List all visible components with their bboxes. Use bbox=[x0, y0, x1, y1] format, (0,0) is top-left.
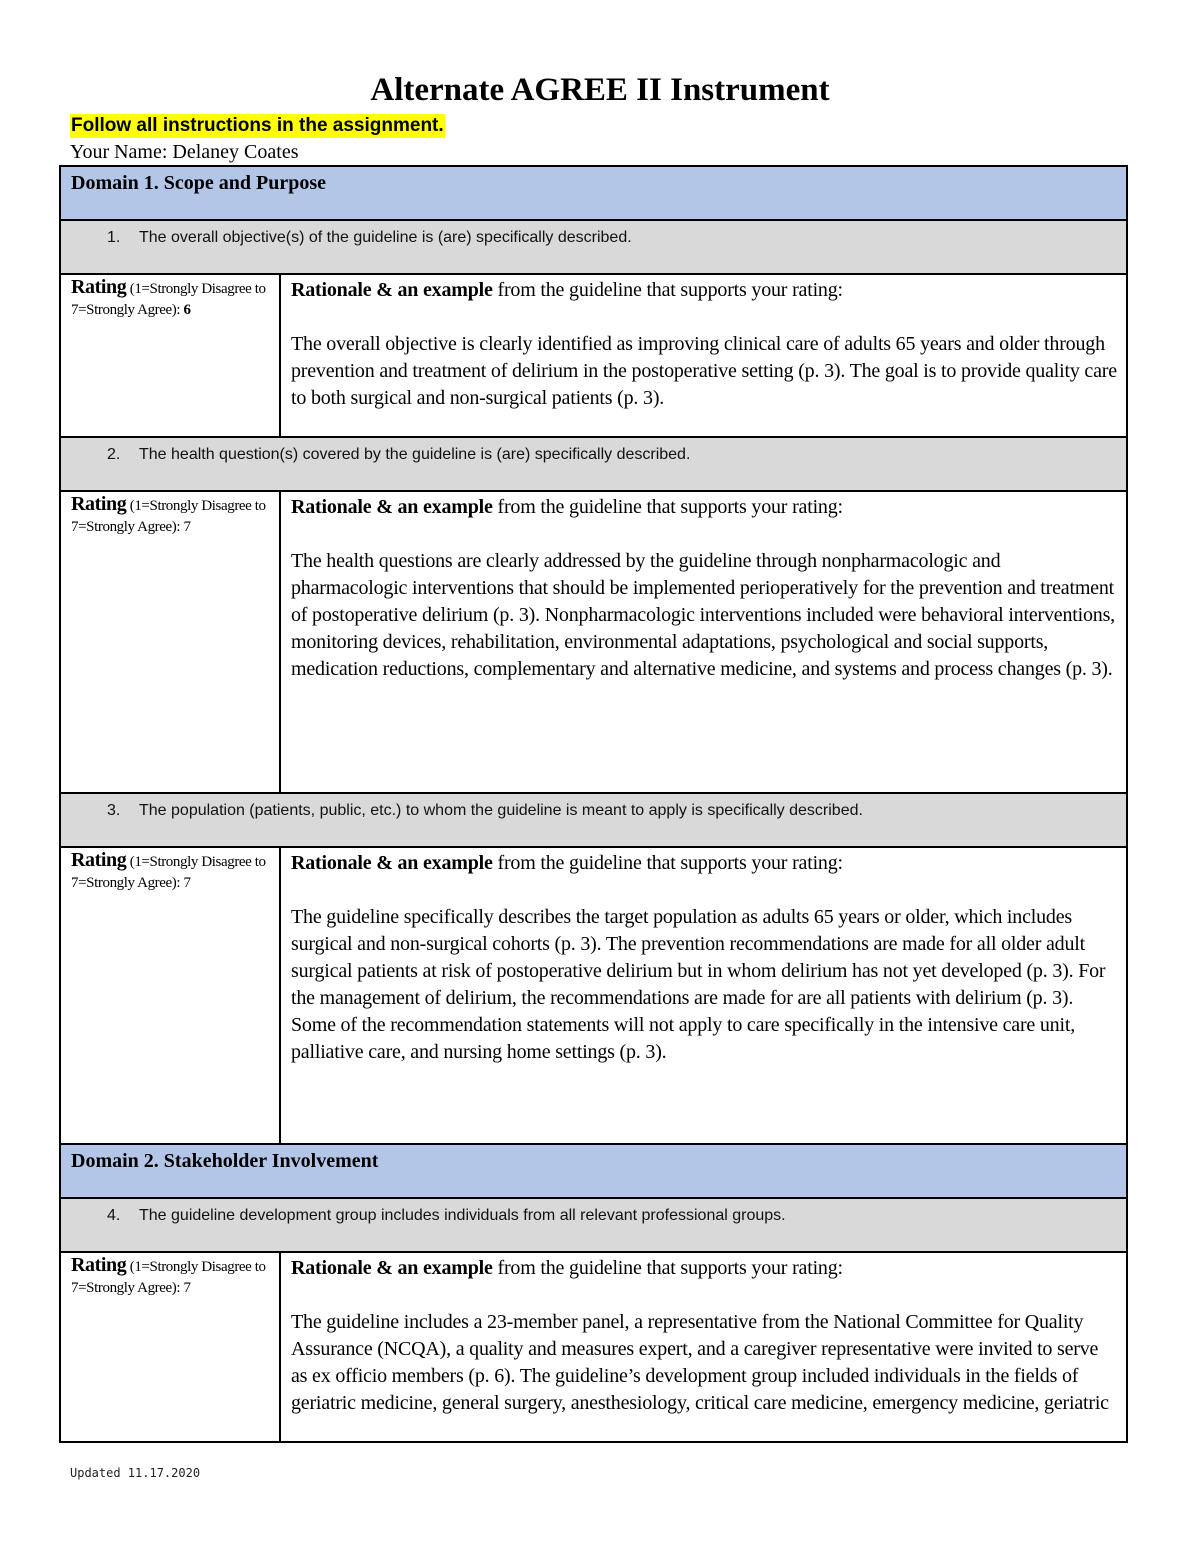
footer-updated: Updated 11.17.2020 bbox=[70, 1466, 201, 1480]
rating-value[interactable]: 7 bbox=[183, 519, 191, 535]
question-4 bbox=[60, 1198, 1127, 1252]
question-row bbox=[60, 1198, 1127, 1252]
domain-label: Domain 1. Scope and Purpose bbox=[71, 172, 327, 194]
rationale-cell bbox=[280, 847, 1127, 1144]
question-number: 1. bbox=[107, 229, 121, 246]
question-row bbox=[60, 793, 1127, 847]
instruction-highlight: Follow all instructions in the assignment. bbox=[71, 115, 444, 136]
rating-cell bbox=[60, 847, 280, 1144]
domain-label: Domain 2. Stakeholder Involvement bbox=[71, 1150, 379, 1172]
rationale-prompt: from the guideline that supports your rating: bbox=[492, 279, 843, 301]
rating-label: Rating bbox=[71, 276, 127, 298]
rationale-lead: Rationale & an example bbox=[291, 852, 493, 874]
rating-label: Rating bbox=[71, 849, 127, 871]
rating-cell bbox=[60, 274, 280, 437]
rationale-prompt: from the guideline that supports your rating: bbox=[492, 1257, 843, 1279]
question-text: The overall objective(s) of the guideline is (are) specifically described. bbox=[139, 229, 632, 246]
rating-scale: (1=Strongly Disagree to 7=Strongly Agree): bbox=[71, 854, 266, 891]
domain-row bbox=[60, 166, 1127, 220]
answer-row bbox=[60, 274, 1127, 437]
domain-2-header bbox=[60, 1144, 1127, 1198]
answer-row bbox=[60, 491, 1127, 793]
rationale-cell bbox=[280, 274, 1127, 437]
rationale-text[interactable]: The guideline specifically describes the target population as adults 65 years or older, which includes surgical and non-surgical cohorts (p. 3). The prevention recommendations are made for all older adult surgical patients at risk of postoperative delirium but in whom delirium has not yet developed (p. 3). For the management of delirium, the recommendations are made for are all patients with delirium (p. 3). Some of the recommendation statements will not apply to care specifically in the intensive care unit, palliative care, and nursing home settings (p. 3). bbox=[291, 906, 1106, 1063]
rationale-cell bbox=[280, 491, 1127, 793]
rating-cell bbox=[60, 1252, 280, 1442]
rating-value[interactable]: 6 bbox=[183, 302, 191, 318]
rating-scale: (1=Strongly Disagree to 7=Strongly Agree): bbox=[71, 498, 266, 535]
rating-value[interactable]: 7 bbox=[183, 1280, 191, 1296]
rationale-prompt: from the guideline that supports your rating: bbox=[492, 852, 843, 874]
question-3 bbox=[60, 793, 1127, 847]
rationale-cell bbox=[280, 1252, 1127, 1442]
rationale-text[interactable]: The guideline includes a 23-member panel, a representative from the National Committee for Quality Assurance (NCQA), a quality and measures expert, and a caregiver representative were invited to serve as ex officio members (p. 6). The guideline’s development group included individuals in the fields of geriatric medicine, general surgery, anesthesiology, critical care medicine, emergency medicine, geriatric bbox=[291, 1311, 1109, 1414]
answer-row bbox=[60, 847, 1127, 1144]
agree-table bbox=[59, 165, 1128, 1443]
rating-label: Rating bbox=[71, 493, 127, 515]
rating-cell bbox=[60, 491, 280, 793]
rationale-lead: Rationale & an example bbox=[291, 496, 493, 518]
your-name-line: Your Name: Delaney Coates bbox=[70, 141, 299, 163]
rating-label: Rating bbox=[71, 1254, 127, 1276]
rationale-text[interactable]: The overall objective is clearly identified as improving clinical care of adults 65 years and older through prevention and treatment of delirium in the postoperative setting (p. 3). The goal is to provide quality care to both surgical and non-surgical patients (p. 3). bbox=[291, 333, 1117, 409]
domain-1-header bbox=[60, 166, 1127, 220]
rationale-prompt: from the guideline that supports your rating: bbox=[492, 496, 843, 518]
rationale-lead: Rationale & an example bbox=[291, 1257, 493, 1279]
page-title: Alternate AGREE II Instrument bbox=[370, 72, 830, 108]
question-text: The population (patients, public, etc.) to whom the guideline is meant to apply is specifically described. bbox=[139, 802, 863, 819]
question-row bbox=[60, 437, 1127, 491]
question-1 bbox=[60, 220, 1127, 274]
rating-value[interactable]: 7 bbox=[183, 875, 191, 891]
rating-scale: (1=Strongly Disagree to 7=Strongly Agree): bbox=[71, 1259, 266, 1296]
rationale-lead: Rationale & an example bbox=[291, 279, 493, 301]
question-2 bbox=[60, 437, 1127, 491]
rating-scale: (1=Strongly Disagree to 7=Strongly Agree): bbox=[71, 281, 266, 318]
answer-row bbox=[60, 1252, 1127, 1442]
question-number: 4. bbox=[107, 1207, 121, 1224]
rationale-text[interactable]: The health questions are clearly addressed by the guideline through nonpharmacologic and pharmacologic interventions that should be implemented perioperatively for the prevention and treatment of postoperative delirium (p. 3). Nonpharmacologic interventions included were behavioral interventions, monitoring devices, rehabilitation, environmental adaptations, psychological and social supports, medication reductions, complementary and alternative medicine, and systems and process changes (p. 3). bbox=[291, 550, 1115, 680]
question-text: The health question(s) covered by the guideline is (are) specifically described. bbox=[139, 446, 691, 463]
question-text: The guideline development group includes individuals from all relevant professional groups. bbox=[139, 1207, 786, 1224]
question-number: 3. bbox=[107, 802, 121, 819]
question-number: 2. bbox=[107, 446, 121, 463]
domain-row bbox=[60, 1144, 1127, 1198]
question-row bbox=[60, 220, 1127, 274]
